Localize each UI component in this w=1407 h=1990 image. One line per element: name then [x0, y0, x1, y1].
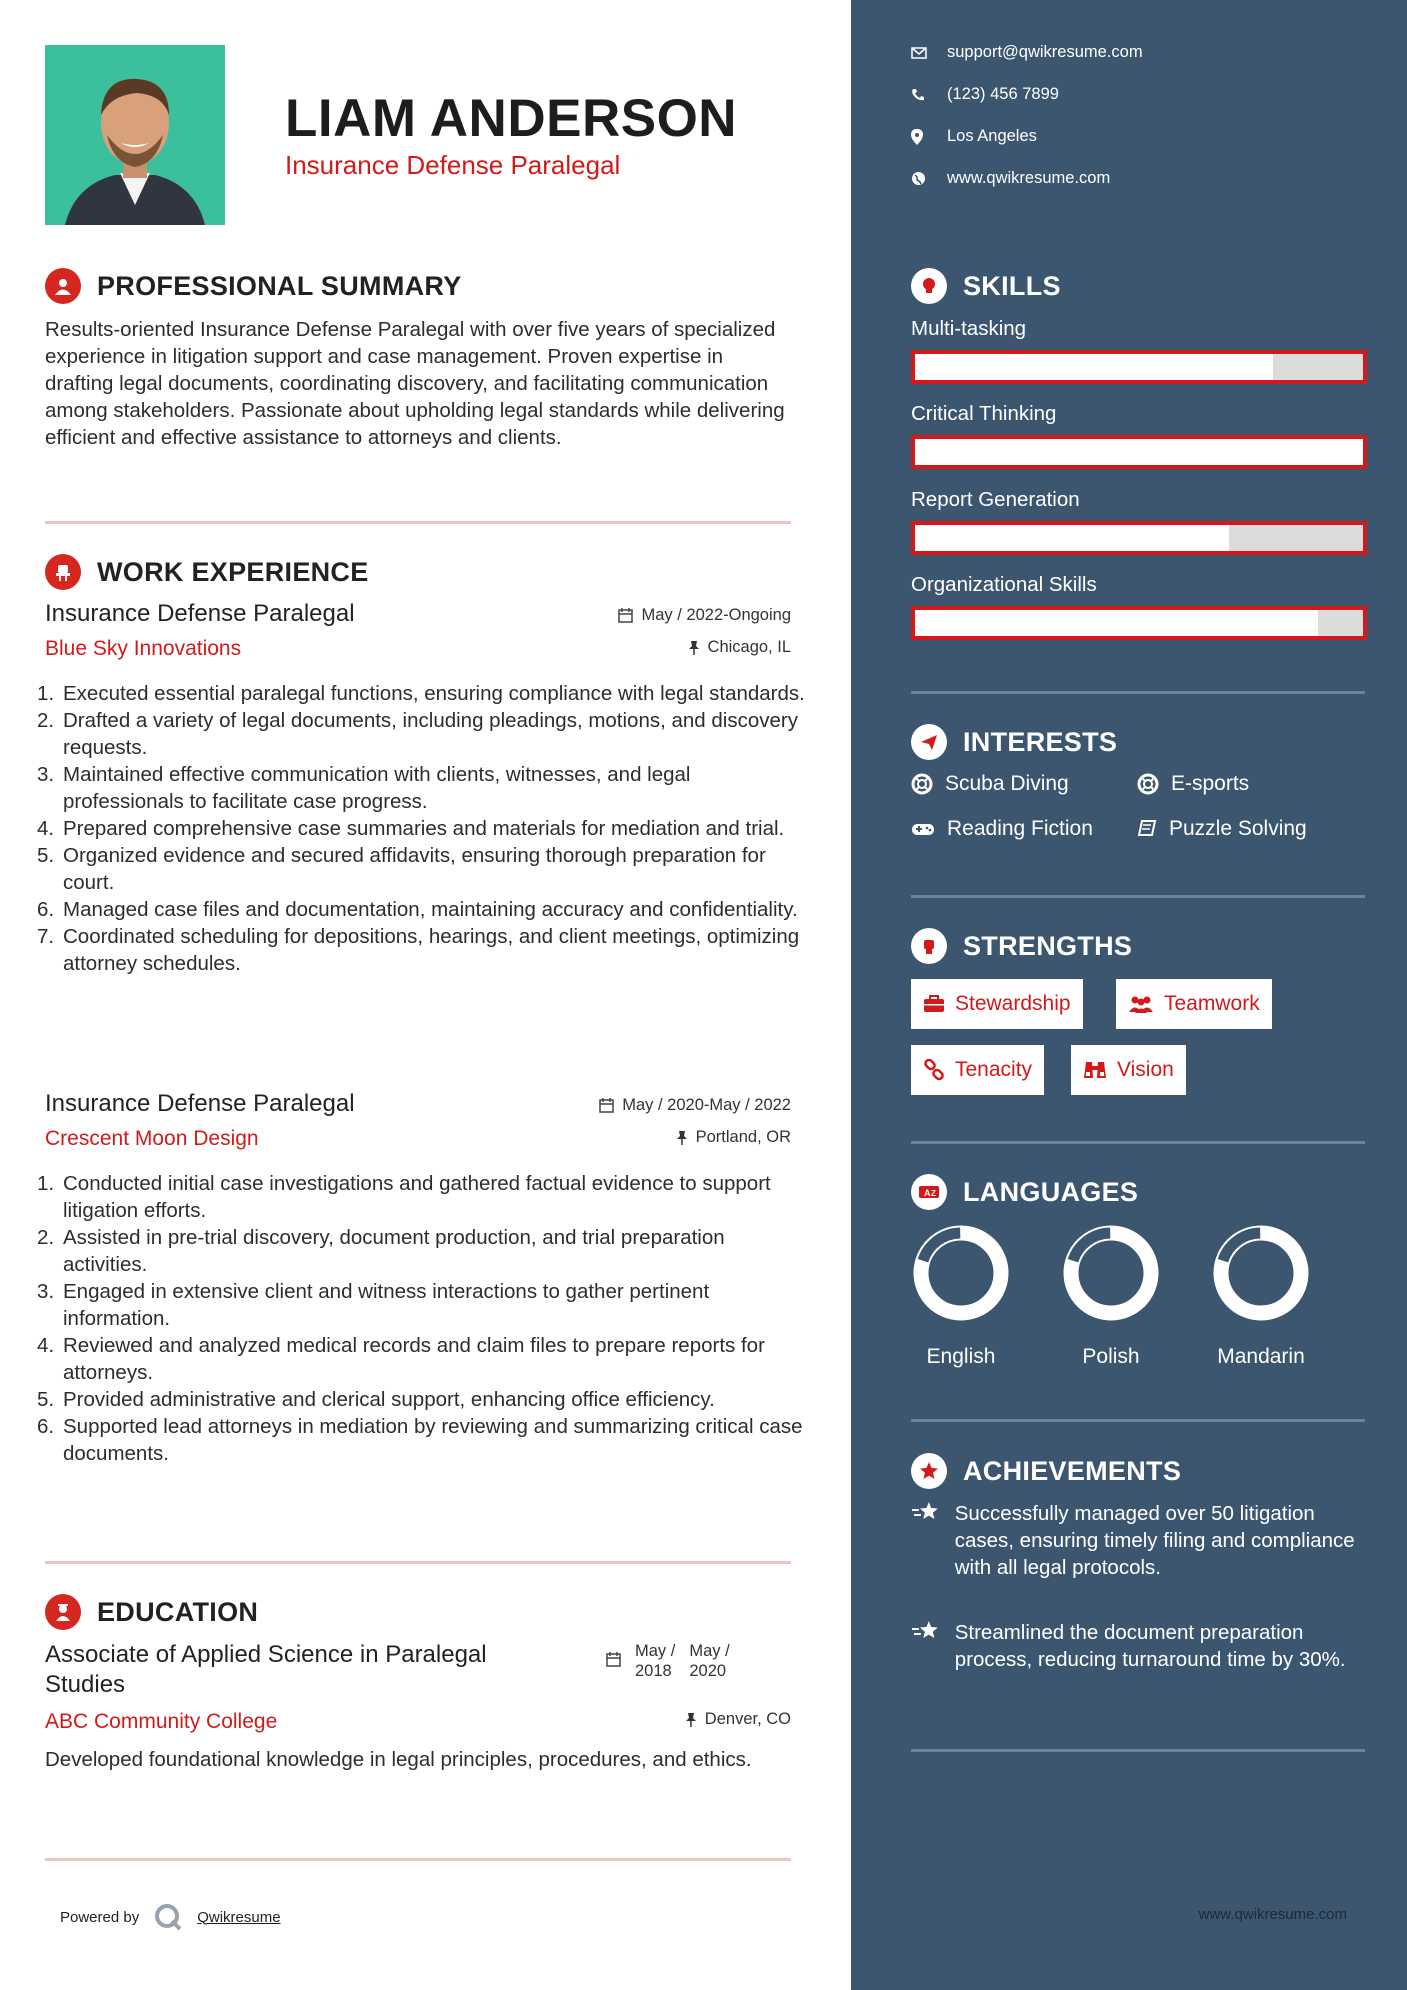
work-heading: [45, 554, 369, 590]
skill-bar: [911, 435, 1367, 469]
job-location: [676, 1128, 791, 1147]
section-divider: [911, 1141, 1365, 1144]
star-icon: [911, 1500, 941, 1526]
chair-icon: [45, 554, 81, 590]
list-item: 7. Coordinated scheduling for depositions, hearings, and client meetings, optimizing attorney schedules.: [37, 925, 800, 975]
language-label: Mandarin: [1217, 1345, 1305, 1368]
lifebuoy-icon: [911, 773, 933, 795]
skill-bar: [911, 606, 1367, 640]
job-company: Crescent Moon Design: [45, 1127, 259, 1150]
star-badge-icon: [911, 1453, 947, 1489]
job-duties: [37, 680, 807, 977]
degree-title: Associate of Applied Science in Paralegal Studies: [45, 1641, 487, 1698]
section-divider: [911, 1419, 1365, 1422]
list-item: 3. Maintained effective communication with clients, witnesses, and legal professionals to facilitate case progress.: [37, 763, 691, 813]
job-date: [599, 1096, 791, 1115]
contact-website[interactable]: www.qwikresume.com: [911, 169, 1110, 188]
calendar-icon: [618, 608, 633, 623]
contact-email[interactable]: support@qwikresume.com: [911, 43, 1143, 62]
skills-title: SKILLS: [963, 270, 1061, 301]
list-item: 4. Reviewed and analyzed medical records and claim files to prepare reports for attorneys.: [37, 1334, 765, 1384]
section-divider: [911, 691, 1365, 694]
binoculars-icon: [1083, 1060, 1107, 1080]
education-heading: [45, 1594, 258, 1630]
interests-heading: [911, 724, 1117, 760]
interest-item: E-sports: [1137, 772, 1249, 796]
skill-bar-fill: [915, 354, 1273, 380]
candidate-name: LIAM ANDERSON: [285, 89, 738, 148]
language-icon: [911, 1174, 947, 1210]
map-pin-icon: [911, 129, 923, 145]
skill-label: Critical Thinking: [911, 402, 1057, 425]
achievements-title: ACHIEVEMENTS: [963, 1455, 1182, 1486]
candidate-title: Insurance Defense Paralegal: [285, 150, 621, 180]
graduate-icon: [45, 1594, 81, 1630]
powered-by-label: Powered by: [60, 1908, 140, 1926]
job-date: [618, 606, 791, 625]
lifebuoy-icon: [1137, 773, 1159, 795]
section-divider: [45, 1858, 791, 1861]
list-item: 3. Engaged in extensive client and witness interactions to gather pertinent information.: [37, 1280, 710, 1330]
calendar-icon: [599, 1098, 614, 1113]
skill-label: Organizational Skills: [911, 573, 1097, 596]
list-item: 1. Conducted initial case investigations and gathered factual evidence to support litigation efforts.: [37, 1172, 771, 1222]
link-icon: [923, 1059, 945, 1081]
education-description: Developed foundational knowledge in legal principles, procedures, and ethics.: [45, 1748, 752, 1771]
list-item: 6. Managed case files and documentation, maintaining accuracy and confidentiality.: [37, 898, 798, 921]
education-title: EDUCATION: [97, 1596, 259, 1627]
achievement-item: Successfully managed over 50 litigation cases, ensuring timely filing and compliance with all legal protocols.: [911, 1500, 1361, 1581]
strengths-title: STRENGTHS: [963, 930, 1133, 961]
calendar-icon: [606, 1652, 621, 1667]
skill-label: Report Generation: [911, 488, 1080, 511]
pin-icon: [685, 1712, 697, 1727]
phone-icon: [911, 88, 925, 102]
skill-bar-fill: [915, 610, 1318, 636]
summary-heading: [45, 268, 462, 304]
list-item: 2. Assisted in pre-trial discovery, document production, and trial preparation activities.: [37, 1226, 725, 1276]
profile-photo: [45, 45, 225, 225]
footer-website[interactable]: www.qwikresume.com: [1198, 1906, 1347, 1923]
list-item: 6. Supported lead attorneys in mediation by reviewing and summarizing critical case documents.: [37, 1415, 803, 1465]
school-location: Denver, CO: [685, 1710, 791, 1729]
languages-heading: [911, 1174, 1138, 1210]
skill-bar-fill: [915, 525, 1229, 551]
job-entry: [37, 600, 805, 1060]
job-title: Insurance Defense Paralegal: [45, 1090, 355, 1117]
languages-title: LANGUAGES: [963, 1176, 1139, 1207]
interests-title: INTERESTS: [963, 726, 1118, 757]
education-dates: [606, 1641, 730, 1681]
pin-icon: [676, 1130, 688, 1145]
lightbulb-icon: [911, 268, 947, 304]
job-location-text: Portland, OR: [695, 1128, 791, 1146]
svg-text:A: A: [924, 1188, 931, 1198]
strengths-heading: [911, 928, 1132, 964]
sidebar: [851, 0, 1407, 1990]
interest-item: Scuba Diving: [911, 772, 1069, 796]
skill-label: Multi-tasking: [911, 317, 1027, 340]
skill-bar: [911, 521, 1367, 555]
contact-phone[interactable]: (123) 456 7899: [911, 85, 1059, 104]
job-date-text: May / 2020-May / 2022: [622, 1096, 791, 1114]
start-date: May / 2018: [635, 1642, 676, 1680]
job-location-text: Chicago, IL: [707, 638, 791, 656]
gamepad-icon: [911, 821, 935, 837]
summary-text: Results-oriented Insurance Defense Paralegal with over five years of specialized experience in litigation support and case management. Proven expertise in drafting legal documents, coordinating discovery, and facilitating communication among stakeholders. Passionate about upholding legal standards while delivering efficient and effective assistance to attorneys and clients.: [45, 318, 785, 449]
achievements-heading: [911, 1453, 1181, 1489]
envelope-icon: [911, 47, 927, 59]
strength-chip: Teamwork: [1116, 979, 1272, 1029]
qwikresume-link[interactable]: Qwikresume: [197, 1908, 281, 1926]
contact-location: Los Angeles: [911, 127, 1037, 146]
work-title: WORK EXPERIENCE: [97, 556, 369, 587]
skills-heading: [911, 268, 1061, 304]
paper-plane-icon: [911, 724, 947, 760]
fist-icon: [911, 928, 947, 964]
skill-bar-fill: [915, 439, 1363, 465]
powered-by: [60, 1902, 281, 1932]
skill-bar: [911, 350, 1367, 384]
users-icon: [1128, 995, 1154, 1013]
interest-item: Reading Fiction: [911, 817, 1093, 841]
briefcase-icon: [923, 995, 945, 1013]
language-item: [1051, 1223, 1171, 1368]
job-company: Blue Sky Innovations: [45, 637, 242, 660]
strength-chip: Vision: [1071, 1045, 1186, 1095]
user-icon: [45, 268, 81, 304]
section-divider: [45, 521, 791, 524]
summary-title: PROFESSIONAL SUMMARY: [97, 270, 462, 301]
school-name: ABC Community College: [45, 1710, 278, 1733]
job-duties: [37, 1170, 807, 1467]
section-divider: [911, 1749, 1365, 1752]
list-item: 5. Provided administrative and clerical support, enhancing office efficiency.: [37, 1388, 715, 1411]
language-item: [1201, 1223, 1321, 1368]
language-label: English: [926, 1345, 996, 1368]
qwikresume-logo-icon: [153, 1902, 183, 1932]
interest-item: Puzzle Solving: [1137, 817, 1307, 841]
language-item: [901, 1223, 1021, 1368]
achievement-item: Streamlined the document preparation process, reducing turnaround time by 30%.: [911, 1619, 1361, 1673]
section-divider: [45, 1561, 791, 1564]
svg-text:Z: Z: [931, 1189, 936, 1198]
list-item: 4. Prepared comprehensive case summaries and materials for mediation and trial.: [37, 817, 785, 840]
job-entry: [37, 1090, 803, 1510]
language-label: Polish: [1082, 1345, 1140, 1368]
end-date: May / 2020: [689, 1642, 730, 1680]
book-icon: [1137, 819, 1157, 839]
list-item: 1. Executed essential paralegal functions, ensuring compliance with legal standards.: [37, 682, 805, 705]
job-location: [688, 638, 791, 657]
job-title: Insurance Defense Paralegal: [45, 600, 355, 627]
strength-chip: Tenacity: [911, 1045, 1044, 1095]
pin-icon: [688, 640, 700, 655]
list-item: 2. Drafted a variety of legal documents, including pleadings, motions, and discovery requests.: [37, 709, 798, 759]
strength-chip: Stewardship: [911, 979, 1083, 1029]
star-icon: [911, 1619, 941, 1645]
list-item: 5. Organized evidence and secured affidavits, ensuring thorough preparation for court.: [37, 844, 766, 894]
section-divider: [911, 895, 1365, 898]
job-date-text: May / 2022-Ongoing: [641, 606, 791, 624]
globe-icon: [911, 171, 926, 186]
